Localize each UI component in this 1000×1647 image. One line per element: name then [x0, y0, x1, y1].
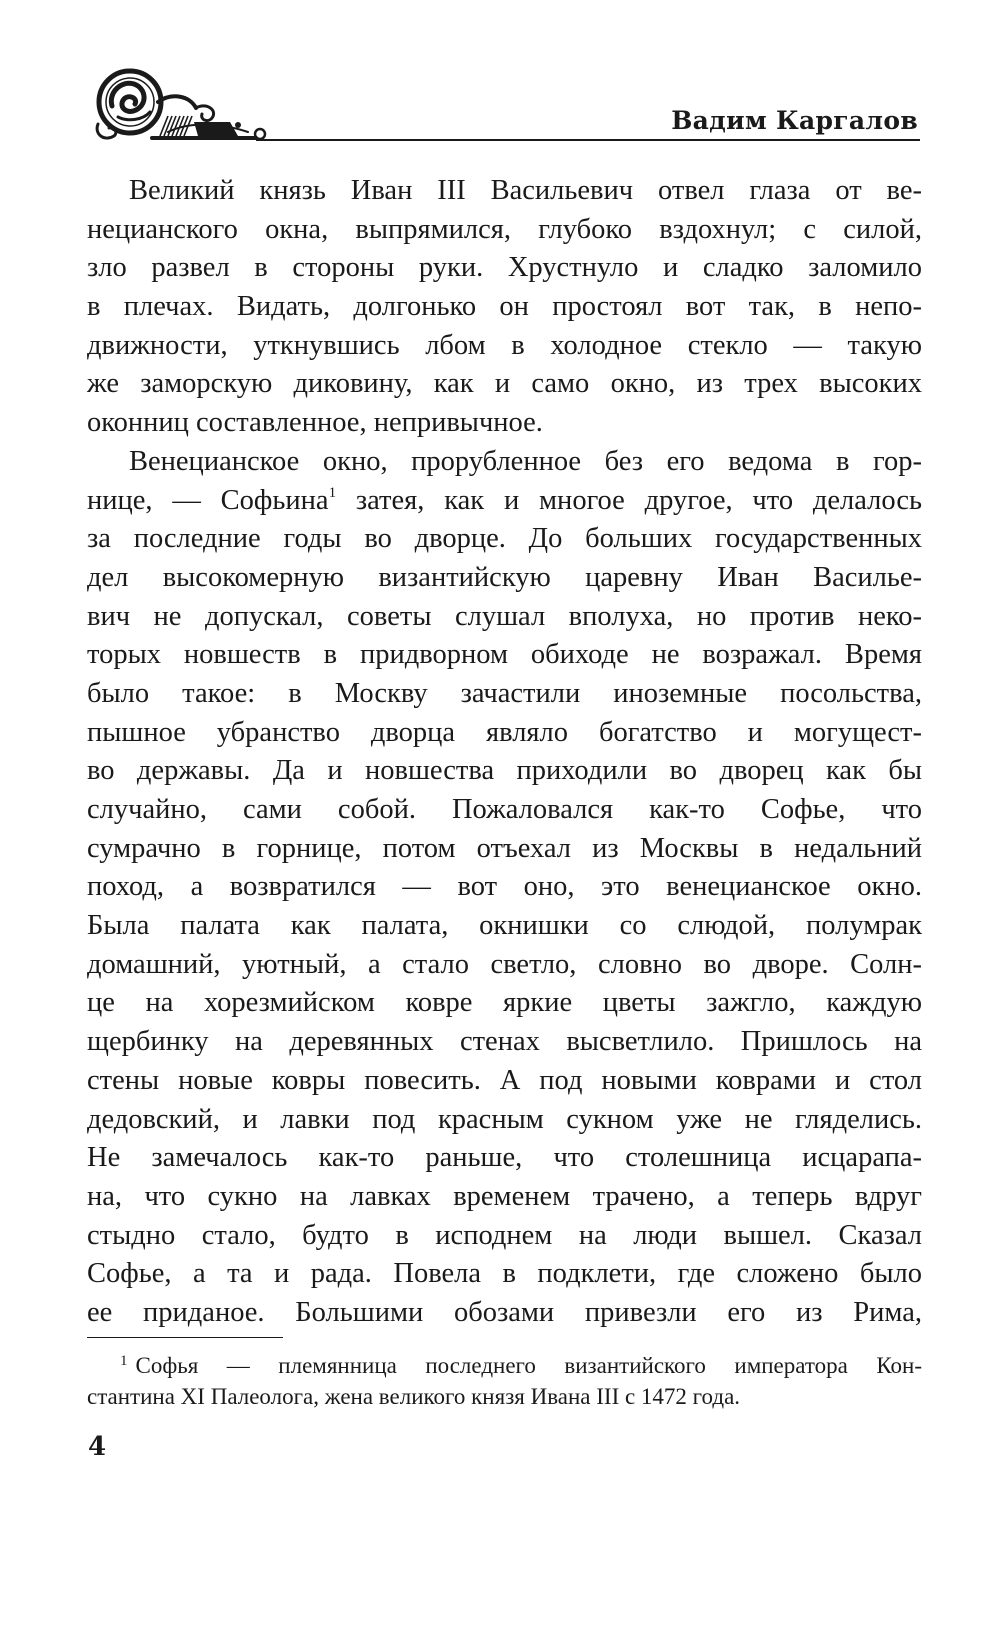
text-line: Венецианское окно, прорубленное без его ведома в гор-	[129, 445, 922, 477]
text-line: нецианского окна, выпрямился, глубоко вздохнул; с силой,	[87, 213, 922, 245]
decorative-scroll-ornament	[88, 62, 268, 144]
footnote-line: стантина XI Палеолога, жена великого князя Ивана III с 1472 года.	[87, 1384, 741, 1409]
text-line: стыдно стало, будто в исподнем на люди вышел. Сказал	[87, 1219, 922, 1251]
body-text	[87, 172, 922, 1333]
page-number: 4	[88, 1432, 107, 1462]
footnote	[87, 1350, 922, 1412]
running-header	[88, 62, 920, 146]
footnote-marker: 1	[120, 1353, 128, 1369]
text-line: Не замечалось как-то раньше, что столешница исцарапа-	[87, 1142, 922, 1174]
text-line: же заморскую диковину, как и само окно, из трех высоких	[87, 368, 922, 400]
footnote-line	[87, 1350, 922, 1381]
text-line-with-footnote	[87, 482, 922, 521]
text-line: стены новые ковры повесить. А под новыми коврами и стол	[87, 1064, 922, 1096]
text-line: пышное убранство дворца являло богатство и могущест-	[87, 716, 922, 748]
footnote-separator	[87, 1337, 283, 1338]
text-line: движности, уткнувшись лбом в холодное стекло — такую	[87, 329, 922, 361]
text-line: Великий князь Иван III Васильевич отвел глаза от ве-	[129, 175, 922, 206]
footnote-reference: 1	[328, 484, 337, 501]
text-line: Софье, а та и рада. Повела в подклети, где сложено было	[87, 1258, 922, 1290]
text-line: Была палата как палата, окнишки со слюдой, полумрак	[87, 910, 922, 942]
text-segment: нице, — Софьина	[87, 484, 329, 516]
text-line: дел высокомерную византийскую царевну Иван Василье-	[87, 561, 922, 593]
footnote-text: Софья — племянница последнего византийского императора Кон-	[135, 1353, 922, 1378]
text-line: за последние годы во дворце. До больших государственных	[87, 523, 922, 555]
text-line: оконниц составленное, непривычное.	[87, 407, 543, 439]
text-line: во державы. Да и новшества приходили во дворец как бы	[87, 755, 922, 787]
text-segment: затея, как и многое другое, что делалось	[355, 484, 922, 516]
text-line: домашний, уютный, а стало светло, словно во дворе. Солн-	[87, 948, 922, 980]
text-line: щербинку на деревянных стенах высветлило. Пришлось на	[87, 1026, 922, 1058]
text-line: вич не допускал, советы слушал вполуха, но против неко-	[87, 600, 922, 632]
text-line: торых новшеств в придворном обиходе не возражал. Время	[87, 639, 922, 671]
text-line: дедовский, и лавки под красным сукном уже не гляделись.	[87, 1103, 922, 1135]
text-line: поход, а возвратился — вот оно, это венецианское окно.	[87, 871, 922, 903]
text-line: случайно, сами собой. Пожаловался как-то Софье, что	[87, 794, 922, 825]
text-line: ее приданое. Большими обозами привезли его из Рима,	[87, 1296, 922, 1328]
text-line: в плечах. Видать, долгонько он простоял вот так, в непо-	[87, 291, 922, 323]
text-line: было такое: в Москву зачастили иноземные посольства,	[87, 677, 922, 709]
header-rule	[256, 139, 920, 141]
text-line: зло развел в стороны руки. Хрустнуло и сладко заломило	[87, 252, 922, 284]
text-line: на, что сукно на лавках временем трачено, а теперь вдруг	[87, 1180, 922, 1212]
text-line: сумрачно в горнице, потом отъехал из Москвы в недальний	[87, 832, 922, 864]
running-header-author: Вадим Каргалов	[671, 106, 918, 135]
text-line: це на хорезмийском ковре яркие цветы зажгло, каждую	[87, 987, 922, 1019]
